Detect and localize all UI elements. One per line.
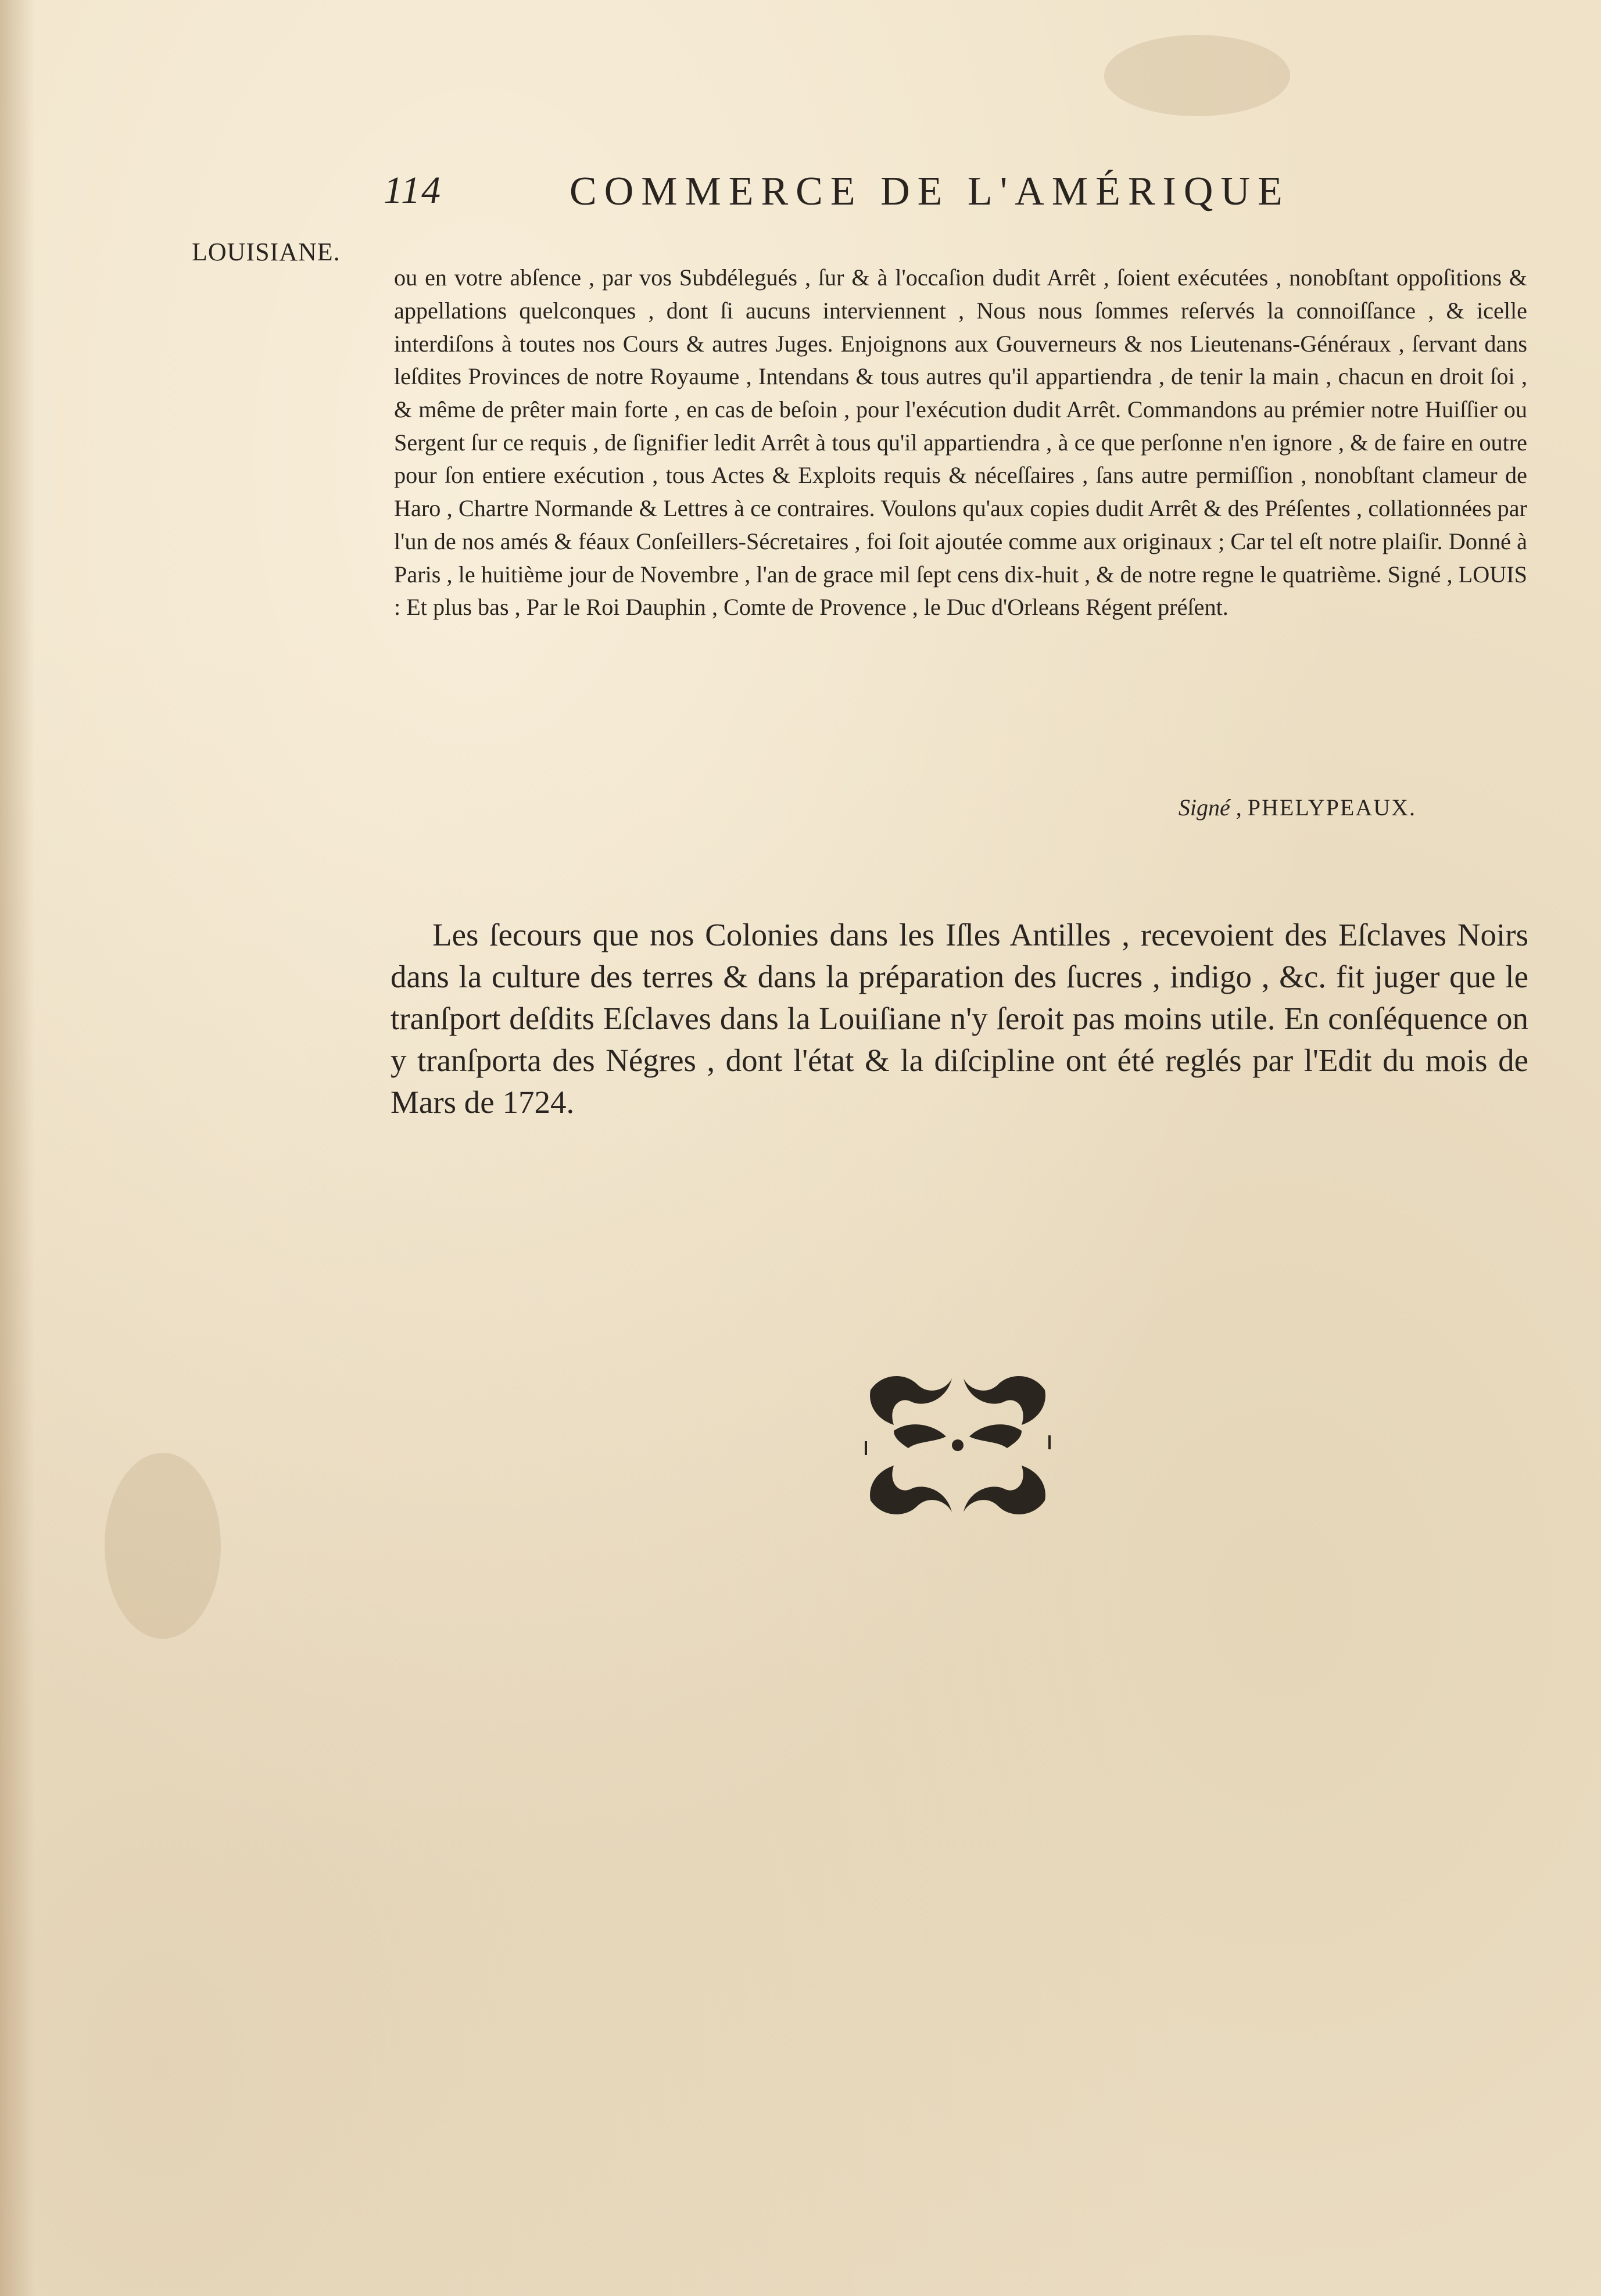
paper-stain [1104,35,1290,116]
signature-separator: , [1230,794,1248,821]
decree-paragraph: ou en votre abſence , par vos Subdélegués , ſur & à l'occaſion dudit Arrêt , ſoient exécutées , nonobſtant oppoſitions & appellations quelconques , dont ſi aucuns interviennent , Nous nous ſommes reſervés la connoiſſance , & icelle interdiſons à toutes nos Cours & autres Juges. Enjoignons aux Gouverneurs & nos Lieutenans-Généraux , ſervant dans leſdites Provinces de notre Royaume , Intendans & tous autres qu'il appartiendra , de tenir la main , chacun en droit ſoi , & même de prêter main forte , en cas de beſoin , pour l'exécution dudit Arrêt. Commandons au prémier notre Huiſſier ou Sergent ſur ce requis , de ſignifier ledit Arrêt à tous qu'il appartiendra , à ce que perſonne n'en ignore , & de faire en outre pour ſon entiere exécution , tous Actes & Exploits requis & néceſſaires , ſans autre permiſſion , nonobſtant clameur de Haro , Chartre Normande & Lettres à ce contraires. Voulons qu'aux copies dudit Arrêt & des Préſentes , collationnées par l'un de nos amés & féaux Conſeillers-Sécretaires , foi ſoit ajoutée comme aux originaux ; Car tel eſt notre plaiſir. Donné à Paris , le huitième jour de Novembre , l'an de grace mil ſept cens dix-huit , & de notre regne le quatrième. Signé , LOUIS : Et plus bas , Par le Roi Dauphin , Comte de Provence , le Duc d'Orleans Régent préſent. [394,264,1527,621]
margin-note: LOUISIANE. [192,238,341,266]
page-header [384,169,1371,232]
page-edge-shadow [0,0,35,2296]
signatory-name: PHELYPEAUX. [1247,794,1416,821]
printers-ornament-icon [859,1367,1056,1524]
signature-label: Signé [1178,794,1230,821]
paper-stain [105,1453,221,1639]
signature-line [1179,794,1416,821]
narrative-paragraph: Les ſecours que nos Colonies dans les Iſles Antilles , recevoient des Eſclaves Noirs dans la culture des terres & dans la préparation des ſucres , indigo , &c. fit juger que le tranſport deſdits Eſclaves dans la Louiſiane n'y ſeroit pas moins utile. En conſéquence on y tranſporta des Négres , dont l'état & la diſcipline ont été reglés par l'Edit du mois de Mars de 1724. [391,917,1528,1120]
page-number: 114 [384,169,442,212]
running-title: COMMERCE DE L'AMÉRIQUE [570,169,1290,214]
